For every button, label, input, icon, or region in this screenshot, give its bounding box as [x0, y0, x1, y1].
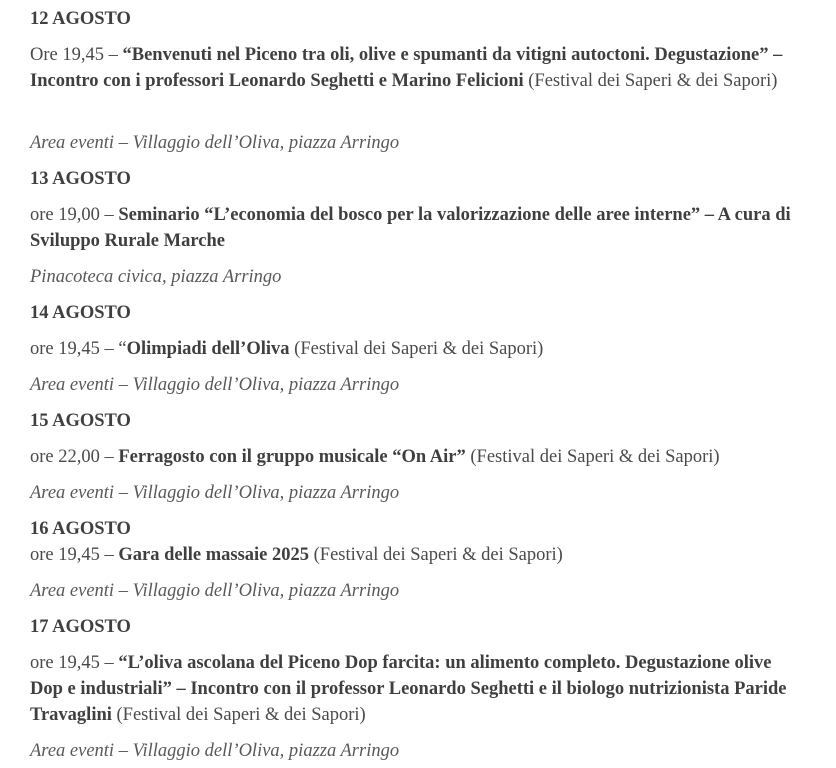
- event-title: Gara delle massaie 2025: [118, 545, 310, 565]
- event-time: Ore 19,45 –: [30, 45, 123, 65]
- event-time: ore 19,45 – “: [30, 339, 127, 359]
- event-title: Olimpiadi dell’Oliva: [126, 339, 290, 359]
- event-venue: Area eventi – Villaggio dell’Oliva, piazza Arringo: [30, 375, 400, 395]
- event-note: (Festival dei Saperi & dei Sapori): [465, 447, 720, 467]
- event-description: [30, 336, 808, 362]
- event-title: Seminario “L’economia del bosco per la valorizzazione delle aree interne” – A cura di Sviluppo Rurale Marche: [30, 205, 791, 251]
- event-date: 16 AGOSTO: [30, 519, 131, 539]
- event-title: “L’oliva ascolana del Piceno Dop farcita: un alimento completo. Degustazione olive Dop e industriali” – Incontro con il professor Leonardo Seghetti e il biologo nutrizionista Paride Travaglini: [30, 653, 787, 725]
- event-title: Ferragosto con il gruppo musicale “On Air”: [118, 447, 466, 467]
- event-note: (Festival dei Saperi & dei Sapori): [309, 545, 563, 565]
- event-time: ore 19,45 –: [30, 545, 119, 565]
- event-description: [30, 444, 808, 470]
- event-date: 12 AGOSTO: [30, 9, 131, 29]
- event-note: (Festival dei Saperi & dei Sapori): [111, 705, 366, 725]
- event-time: ore 19,45 –: [30, 653, 119, 673]
- event-venue: Area eventi – Villaggio dell’Oliva, piazza Arringo: [30, 483, 400, 503]
- event-title: “Benvenuti nel Piceno tra oli, olive e spumanti da vitigni autoctoni. Degustazione” – Incontro con i professori Leonardo Seghetti e Marino Felicioni: [30, 45, 783, 91]
- event-venue: Area eventi – Villaggio dell’Oliva, piazza Arringo: [30, 741, 400, 761]
- event-venue: Pinacoteca civica, piazza Arringo: [30, 267, 282, 287]
- event-venue: Area eventi – Villaggio dell’Oliva, piazza Arringo: [30, 581, 400, 601]
- event-description: [30, 542, 808, 568]
- event-description: [30, 42, 808, 94]
- event-description: [30, 650, 808, 728]
- event-date: 13 AGOSTO: [30, 169, 131, 189]
- event-description: [30, 202, 808, 254]
- event-note: (Festival dei Saperi & dei Sapori): [523, 71, 778, 91]
- event-venue: Area eventi – Villaggio dell’Oliva, piazza Arringo: [30, 133, 400, 153]
- event-date: 15 AGOSTO: [30, 411, 131, 431]
- event-time: ore 19,00 –: [30, 205, 119, 225]
- event-date: 17 AGOSTO: [30, 617, 131, 637]
- event-time: ore 22,00 –: [30, 447, 119, 467]
- event-date: 14 AGOSTO: [30, 303, 131, 323]
- event-note: (Festival dei Saperi & dei Sapori): [289, 339, 544, 359]
